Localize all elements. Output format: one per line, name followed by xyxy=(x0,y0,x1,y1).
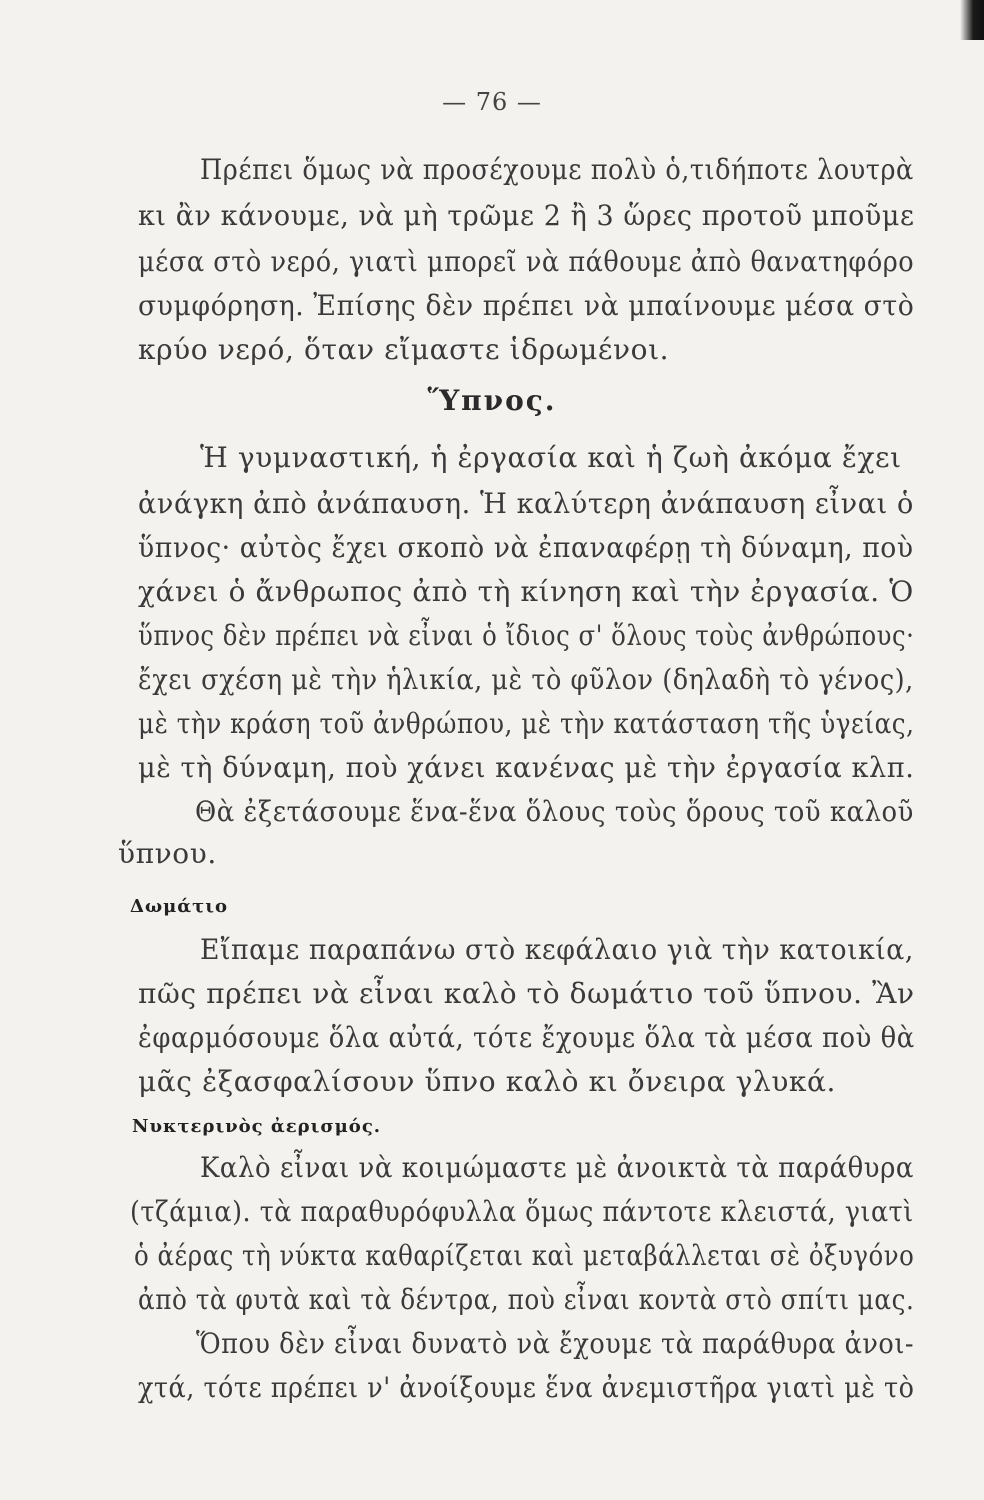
paragraph-line: ὕπνος· αὐτὸς ἔχει σκοπὸ νὰ ἐπαναφέρῃ τὴ δύναμη, ποὺ xyxy=(138,531,914,564)
paragraph-line: ἀπὸ τὰ φυτὰ καὶ τὰ δέντρα, ποὺ εἶναι κοντὰ στὸ σπίτι μας. xyxy=(138,1283,915,1316)
paragraph-line: μᾶς ἐξασφαλίσουν ὕπνο καλὸ κι ὄνειρα γλυκά. xyxy=(138,1065,837,1098)
paragraph-line: Καλὸ εἶναι νὰ κοιμώμαστε μὲ ἀνοικτὰ τὰ παράθυρα xyxy=(200,1151,915,1184)
paragraph-line: μέσα στὸ νερό, γιατὶ μπορεῖ νὰ πάθουμε ἀπὸ θανατηφόρο xyxy=(138,245,915,278)
paragraph-line: ὕπνος δὲν πρέπει νὰ εἶναι ὁ ἴδιος σ' ὅλους τοὺς ἀνθρώπους· xyxy=(138,619,915,652)
paragraph-line: χάνει ὁ ἄνθρωπος ἀπὸ τὴ κίνηση καὶ τὴν ἐργασία. Ὁ xyxy=(138,575,914,608)
paragraph-line: πῶς πρέπει νὰ εἶναι καλὸ τὸ δωμάτιο τοῦ ὕπνου. Ἂν xyxy=(138,977,915,1010)
paragraph-line: συμφόρηση. Ἐπίσης δὲν πρέπει νὰ μπαίνουμε μέσα στὸ xyxy=(138,289,915,322)
paragraph-line: Εἴπαμε παραπάνω στὸ κεφάλαιο γιὰ τὴν κατοικία, xyxy=(200,933,914,966)
side-heading-room: Δωμάτιο xyxy=(130,896,228,917)
paragraph-line: κι ἂν κάνουμε, νὰ μὴ τρῶμε 2 ἢ 3 ὥρες προτοῦ μποῦμε xyxy=(138,199,915,232)
page-edge-shadow xyxy=(960,0,984,40)
paragraph-line: χτά, τότε πρέπει ν' ἀνοίξουμε ἕνα ἀνεμιστῆρα γιατὶ μὲ τὸ xyxy=(138,1371,915,1404)
section-heading-sleep: Ὕπνος. xyxy=(427,384,557,417)
paragraph-line: ἐφαρμόσουμε ὅλα αὐτά, τότε ἔχουμε ὅλα τὰ μέσα ποὺ θὰ xyxy=(138,1021,915,1054)
paragraph-line: Ἡ γυμναστική, ἡ ἐργασία καὶ ἡ ζωὴ ἀκόμα ἔχει xyxy=(200,441,902,474)
paragraph-line: ὁ ἀέρας τὴ νύκτα καθαρίζεται καὶ μεταβάλλεται σὲ ὀξυγόνο xyxy=(134,1239,915,1272)
paragraph-line: μὲ τὴ δύναμη, ποὺ χάνει κανένας μὲ τὴν ἐργασία κλπ. xyxy=(138,751,915,784)
paragraph-line: Ὅπου δὲν εἶναι δυνατὸ νὰ ἔχουμε τὰ παράθυρα ἀνοι- xyxy=(196,1327,915,1360)
page-number: — 76 — xyxy=(442,88,542,116)
paragraph-line: κρύο νερό, ὅταν εἴμαστε ἱδρωμένοι. xyxy=(138,333,670,366)
paragraph-line: μὲ τὴν κράση τοῦ ἀνθρώπου, μὲ τὴν κατάσταση τῆς ὑγείας, xyxy=(138,707,915,740)
paragraph-line: Πρέπει ὅμως νὰ προσέχουμε πολὺ ὁ,τιδήποτε λουτρὰ xyxy=(200,153,914,186)
paragraph-line: ἔχει σχέση μὲ τὴν ἡλικία, μὲ τὸ φῦλον (δηλαδὴ τὸ γένος), xyxy=(138,663,914,696)
paragraph-line: (τζάμια). τὰ παραθυρόφυλλα ὅμως πάντοτε κλειστά, γιατὶ xyxy=(130,1195,914,1228)
paragraph-line: ὕπνου. xyxy=(118,837,217,870)
side-heading-night-ventilation: Νυκτερινὸς ἀερισμός. xyxy=(132,1116,382,1137)
paragraph-line: Θὰ ἐξετάσουμε ἕνα-ἕνα ὅλους τοὺς ὅρους τοῦ καλοῦ xyxy=(195,795,914,828)
paragraph-line: ἀνάγκη ἀπὸ ἀνάπαυση. Ἡ καλύτερη ἀνάπαυση εἶναι ὁ xyxy=(138,487,914,520)
